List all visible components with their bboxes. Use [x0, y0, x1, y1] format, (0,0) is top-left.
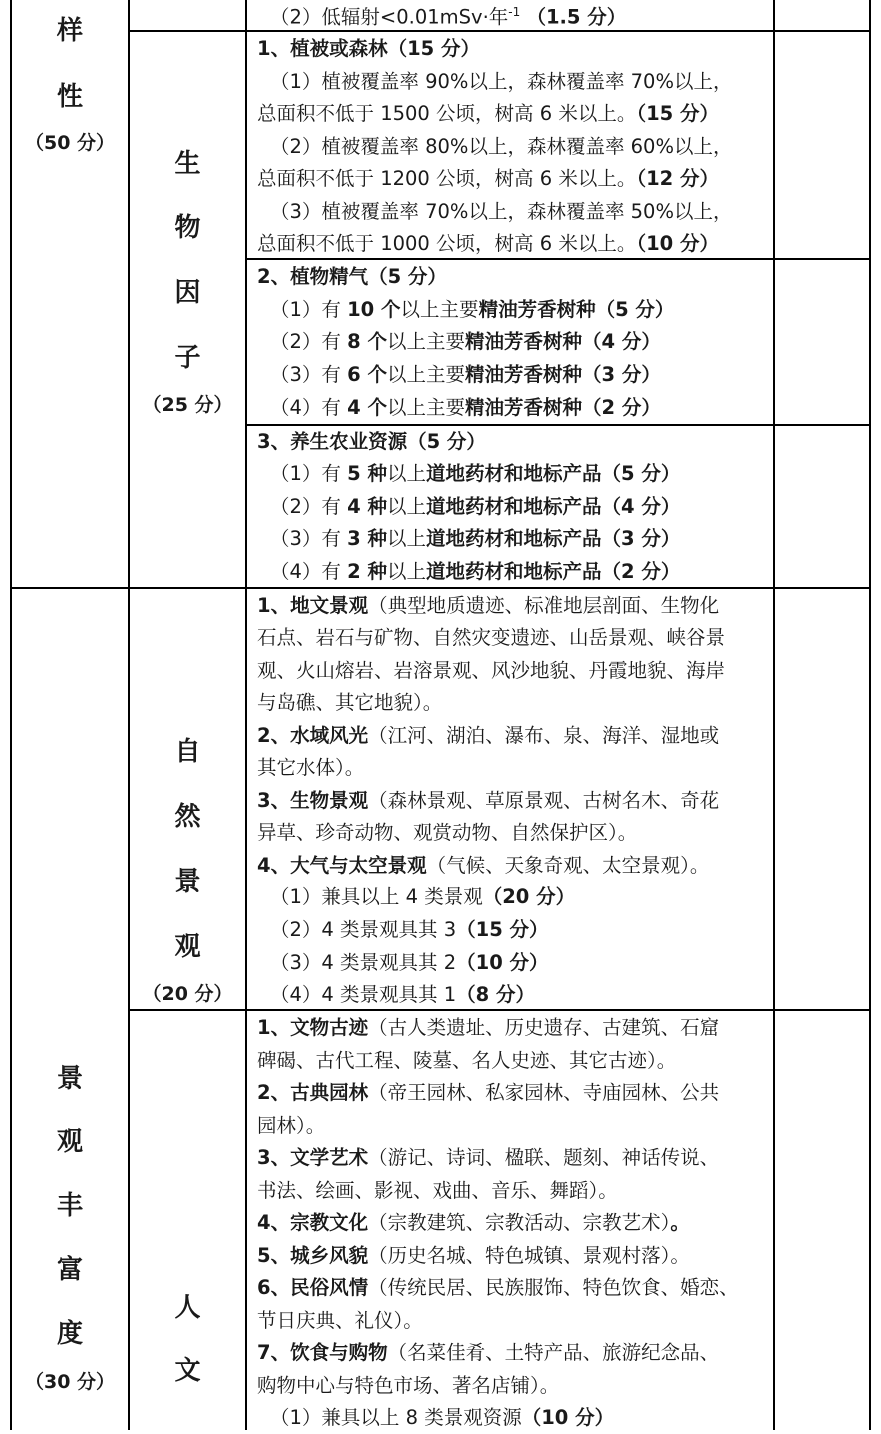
item-score: （10 分）	[521, 1406, 615, 1429]
subcategory-char: 文	[174, 1356, 201, 1386]
phytoncide-heading: 2、植物精气（5 分）	[257, 265, 447, 288]
humanities-rest: （古人类遗址、历史遗存、古建筑、石窟	[368, 1016, 720, 1039]
natural-line: 石点、岩石与矿物、自然灾变遗迹、山岳景观、峡谷景	[257, 626, 726, 649]
category-char: 丰	[56, 1191, 83, 1221]
phytoncide-item	[270, 391, 661, 424]
item-mid: 以上主要	[386, 396, 465, 419]
humanities-folk	[257, 1271, 739, 1304]
item-score: （15 分）	[456, 918, 549, 941]
humanities-head: 3、文学艺术	[257, 1146, 369, 1169]
natural-line: 观、火山熔岩、岩溶景观、风沙地貌、丹霞地貌、海岸	[257, 659, 726, 682]
humanities-townscape	[257, 1239, 690, 1272]
item-text: （3）4 类景观具其 2	[270, 951, 457, 974]
item-text: （1）兼具以上 8 类景观资源	[270, 1406, 522, 1429]
subcategory-char: 因	[174, 278, 201, 308]
natural-head: 1、地文景观	[257, 594, 369, 617]
subcategory-char: 观	[174, 932, 201, 962]
natural-score-item	[270, 880, 575, 913]
grid-line-col3	[773, 0, 775, 1430]
item-mid: 以上	[386, 560, 426, 583]
agriculture-item	[270, 555, 680, 588]
item-prefix: （4）有	[270, 396, 348, 419]
item-mid: 以上主要	[386, 363, 465, 386]
item-prefix: （2）有	[270, 330, 348, 353]
vegetation-item-2-line1: （2）植被覆盖率 80%以上，森林覆盖率 60%以上，	[270, 135, 733, 158]
item-bold: 精油芳香树种（4 分）	[464, 330, 661, 353]
radiation-exponent: -1	[508, 5, 521, 19]
item-bold: 道地药材和地标产品（4 分）	[425, 495, 681, 518]
item-bold: 道地药材和地标产品（2 分）	[425, 560, 681, 583]
humanities-line: 书法、绘画、影视、戏曲、音乐、舞蹈）。	[257, 1179, 618, 1202]
subcategory-char: 物	[174, 213, 201, 243]
subcategory-points: （25 分）	[142, 394, 233, 416]
natural-atmosphere	[257, 849, 709, 882]
item-text: （2）4 类景观具其 3	[270, 918, 457, 941]
subcategory-char: 景	[174, 867, 201, 897]
subcategory-points: （20 分）	[142, 983, 233, 1005]
humanities-rest: （历史名城、特色城镇、景观村落）。	[368, 1244, 690, 1267]
item-bold: 道地药材和地标产品（5 分）	[425, 462, 681, 485]
subcategory-char: 人	[174, 1293, 201, 1323]
phytoncide-item	[270, 358, 661, 391]
natural-rest: （江河、湖泊、瀑布、泉、海洋、湿地或	[368, 724, 720, 747]
item-prefix: （1）有	[270, 298, 348, 321]
item-text: （4）4 类景观具其 1	[270, 983, 457, 1006]
natural-water	[257, 719, 719, 752]
category-char: 度	[56, 1319, 83, 1349]
humanities-literature	[257, 1141, 719, 1174]
item-mid: 以上	[386, 462, 426, 485]
item-text: （1）兼具以上 4 类景观	[270, 885, 483, 908]
item-prefix: （3）有	[270, 363, 348, 386]
humanities-food-shopping	[257, 1336, 719, 1369]
vegetation-item-1-line1: （1）植被覆盖率 90%以上，森林覆盖率 70%以上，	[270, 70, 733, 93]
natural-geology	[257, 589, 719, 622]
vegetation-item-score: （12 分）	[636, 167, 720, 190]
natural-line: 与岛礁、其它地貌）。	[257, 691, 443, 714]
category-points: （50 分）	[24, 132, 116, 154]
humanities-score-item	[270, 1401, 614, 1434]
humanities-religion	[257, 1206, 690, 1239]
natural-biological	[257, 784, 719, 817]
item-bold: 道地药材和地标产品（3 分）	[425, 527, 681, 550]
natural-rest: （气候、天象奇观、太空景观）。	[426, 854, 710, 877]
radiation-item	[270, 0, 626, 34]
item-bold: 精油芳香树种（3 分）	[464, 363, 661, 386]
item-bold: 精油芳香树种（5 分）	[478, 298, 675, 321]
item-mid: 以上主要	[400, 298, 479, 321]
item-bold: 精油芳香树种（2 分）	[464, 396, 661, 419]
humanities-head: 6、民俗风情	[257, 1276, 369, 1299]
agriculture-item	[270, 457, 680, 490]
category-char: 性	[56, 82, 83, 112]
humanities-head: 7、饮食与购物	[257, 1341, 388, 1364]
vegetation-item-text: 总面积不低于 1200 公顷，树高 6 米以上。	[257, 167, 637, 190]
humanities-rest: （帝王园林、私家园林、寺庙园林、公共	[368, 1081, 720, 1104]
humanities-rest: （传统民居、民族服饰、特色饮食、婚恋、	[368, 1276, 739, 1299]
agriculture-heading: 3、养生农业资源（5 分）	[257, 430, 486, 453]
humanities-head: 4、宗教文化	[257, 1211, 369, 1234]
category-points: （30 分）	[24, 1371, 116, 1393]
humanities-line: 碑碣、古代工程、陵墓、名人史迹、其它古迹）。	[257, 1049, 677, 1072]
item-count: 5 种	[347, 462, 387, 485]
agriculture-item	[270, 490, 680, 523]
item-count: 2 种	[347, 560, 387, 583]
agriculture-item	[270, 522, 680, 555]
natural-line: 异草、珍奇动物、观赏动物、自然保护区）。	[257, 821, 638, 844]
item-prefix: （2）有	[270, 495, 348, 518]
item-score: （8 分）	[456, 983, 535, 1006]
vegetation-item-score: （10 分）	[636, 232, 720, 255]
natural-head: 2、水域风光	[257, 724, 369, 747]
item-prefix: （1）有	[270, 462, 348, 485]
phytoncide-item	[270, 293, 674, 326]
item-count: 4 种	[347, 495, 387, 518]
natural-head: 3、生物景观	[257, 789, 369, 812]
item-mid: 以上	[386, 495, 426, 518]
humanities-line: 购物中心与特色市场、著名店铺）。	[257, 1374, 560, 1397]
humanities-line: 园林）。	[257, 1114, 326, 1137]
item-score: （20 分）	[482, 885, 576, 908]
vegetation-item-2-line2	[257, 162, 719, 195]
vegetation-item-text: 总面积不低于 1000 公顷，树高 6 米以上。	[257, 232, 637, 255]
radiation-score: （1.5 分）	[526, 5, 627, 29]
grid-line-col2	[245, 0, 247, 1430]
humanities-head: 1、文物古迹	[257, 1016, 369, 1039]
humanities-rest: （名菜佳肴、土特产品、旅游纪念品、	[387, 1341, 720, 1364]
humanities-head: 5、城乡风貌	[257, 1244, 369, 1267]
natural-score-item	[270, 978, 535, 1011]
subcategory-char: 子	[174, 343, 201, 373]
grid-line-right	[869, 0, 871, 1430]
item-count: 3 种	[347, 527, 387, 550]
item-prefix: （4）有	[270, 560, 348, 583]
humanities-rest: （宗教建筑、宗教活动、宗教艺术）	[368, 1211, 671, 1234]
category-char: 景	[56, 1064, 83, 1094]
phytoncide-item	[270, 325, 661, 358]
subcategory-char: 然	[174, 802, 201, 832]
natural-score-item	[270, 913, 549, 946]
item-count: 8 个	[347, 330, 387, 353]
humanities-relics	[257, 1011, 719, 1044]
item-count: 4 个	[347, 396, 387, 419]
humanities-gardens	[257, 1076, 719, 1109]
natural-head: 4、大气与太空景观	[257, 854, 427, 877]
humanities-line: 节日庆典、礼仪）。	[257, 1309, 423, 1332]
vegetation-item-3-line1: （3）植被覆盖率 70%以上，森林覆盖率 50%以上，	[270, 200, 733, 223]
natural-rest: （典型地质遗迹、标准地层剖面、生物化	[368, 594, 720, 617]
item-mid: 以上	[386, 527, 426, 550]
category-char: 观	[56, 1127, 83, 1157]
radiation-text: （2）低辐射<0.01mSv·年	[270, 5, 509, 29]
vegetation-item-score: （15 分）	[636, 102, 720, 125]
humanities-head: 2、古典园林	[257, 1081, 369, 1104]
subcategory-char: 生	[174, 149, 201, 179]
natural-score-item	[270, 946, 549, 979]
vegetation-item-1-line2	[257, 97, 719, 130]
item-count: 6 个	[347, 363, 387, 386]
vegetation-item-3-line2	[257, 227, 719, 260]
item-score: （10 分）	[456, 951, 549, 974]
natural-rest: （森林景观、草原景观、古树名木、奇花	[368, 789, 720, 812]
item-prefix: （3）有	[270, 527, 348, 550]
vegetation-item-text: 总面积不低于 1500 公顷，树高 6 米以上。	[257, 102, 637, 125]
vegetation-heading: 1、植被或森林（15 分）	[257, 37, 480, 60]
category-char: 富	[56, 1255, 83, 1285]
category-char: 样	[56, 16, 83, 46]
humanities-rest: （游记、诗词、楹联、题刻、神话传说、	[368, 1146, 720, 1169]
subcategory-char: 自	[174, 737, 201, 767]
item-mid: 以上主要	[386, 330, 465, 353]
humanities-end: 。	[670, 1211, 690, 1234]
item-count: 10 个	[347, 298, 401, 321]
natural-line: 其它水体）。	[257, 756, 365, 779]
